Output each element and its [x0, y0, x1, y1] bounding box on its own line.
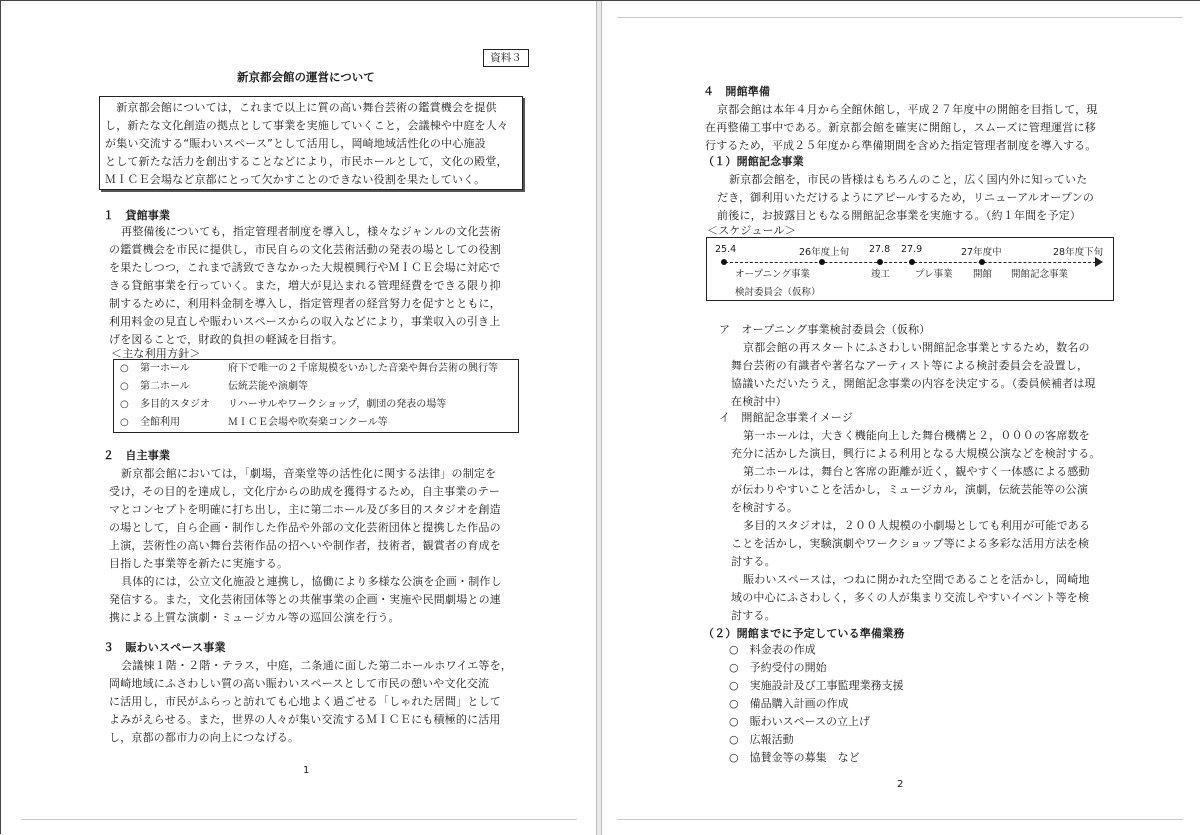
document-label: 資料３	[483, 49, 529, 67]
list-item: ○ 賑わいスペースの立上げ	[729, 715, 871, 728]
body-line: 新京都会館を，市民の皆様はもちろんのこと，広く国内外に知っていた	[729, 173, 1088, 186]
body-line: 舞台芸術の有識者や著名なアーティスト等による検討委員会を設置し，	[731, 359, 1089, 372]
policy-table	[113, 359, 519, 433]
body-line: 京都会館は本年４月から全館休館し，平成２７年度中の開館を目指して，現	[717, 103, 1098, 116]
body-line: 第二ホールは，舞台と客席の距離が近く，観やすく一体感による感動	[743, 465, 1090, 478]
body-line: が伝わりやすいことを活かし，ミュージカル，演劇，伝統芸能等の公演	[731, 483, 1089, 496]
schedule-event: 開館記念事業	[1011, 269, 1069, 280]
policy-name: 第二ホール	[140, 381, 190, 392]
body-line: 討する。	[731, 555, 776, 568]
schedule-date: 26年度上旬	[799, 247, 850, 258]
page-title: 新京都会館の運営について	[237, 70, 375, 84]
body-line: 在再整備工事中である。新京都会館を確実に開館し，スムーズに管理運営に移	[705, 121, 1096, 134]
policy-name: 第一ホール	[140, 363, 190, 374]
body-line: 発信する。また，文化芸術団体等との共催事業の企画・実施や民間劇場との連	[109, 593, 501, 606]
body-line: 上演，芸術性の高い舞台芸術作品の招へいや制作者，技術者，観賞者の育成を	[109, 539, 501, 552]
schedule-date: 27.9	[901, 244, 923, 255]
body-line: 具体的には，公立文化施設と連携し，協働により多様な公演を企画・制作し	[121, 575, 502, 588]
schedule-date: 27.8	[869, 244, 891, 255]
section-heading: ２ 自主事業	[103, 449, 171, 462]
body-line: 受け，その目的を達成し，文化庁からの助成を獲得するため，自主事業のテー	[109, 485, 501, 498]
body-line: 京都会館の再スタートにふさわしい開館記念事業とするため，数名の	[743, 341, 1090, 354]
circle-bullet-icon: ○	[120, 363, 129, 374]
body-line: の場として，自ら企画・制作した作品や外部の文化芸術団体と提携した作品の	[109, 521, 501, 534]
schedule-date: 25.4	[715, 244, 737, 255]
body-line: 討する。	[731, 609, 776, 622]
policy-row	[114, 360, 518, 378]
page-edge-line	[21, 819, 577, 820]
list-item: ○ 料金表の作成	[729, 643, 816, 656]
section-heading: ３ 賑わいスペース事業	[103, 641, 226, 654]
policy-row	[114, 378, 518, 396]
schedule-event: プレ事業	[915, 269, 953, 280]
policy-desc: ＭＩＣＥ会場や吹奏楽コンクール等	[228, 417, 388, 428]
body-line: マとコンセプトを明確に打ち出し，主に第二ホール及び多目的スタジオを創造	[109, 503, 501, 516]
schedule-heading: ＜スケジュール＞	[707, 224, 796, 237]
page-edge-line	[617, 17, 1183, 18]
body-line: 第一ホールは，大きく機能向上した舞台機構と２，０００の客席数を	[743, 429, 1090, 442]
body-line: を果たしつつ，これまで誘致できなかった大規模興行やＭＩＣＥ会場に対応で	[109, 261, 501, 274]
body-line: 充分に活かした演目，興行による利用となる大規模公演などを検討する。	[731, 447, 1101, 460]
summary-line: 新京都会館については，これまで以上に質の高い舞台芸術の鑑賞機会を提供	[105, 101, 497, 114]
section-heading: ４ 開館準備	[703, 85, 771, 98]
policy-desc: リハーサルやワークショップ，劇団の発表の場等	[228, 399, 447, 410]
timeline-dot	[721, 259, 727, 265]
body-line: 制するために，利用料金制を導入し，指定管理者の経営努力を促すとともに，	[109, 297, 501, 310]
schedule-date: 28年度下旬	[1053, 247, 1104, 258]
body-line: の鑑賞機会を市民に提供し，市民自らの文化芸術活動の発表の場としての役割	[109, 243, 501, 256]
page-edge-line	[617, 819, 1183, 820]
body-line: きる貸館事業を行っていく。また，増大が見込まれる管理経費をできる限り抑	[109, 279, 501, 292]
circle-bullet-icon: ○	[120, 381, 129, 392]
body-line: 行するため，平成２５年度から準備期間を含めた指定管理者制度を導入する。	[705, 139, 1097, 152]
timeline-dot	[877, 259, 883, 265]
summary-line: し，新たな文化創造の拠点として事業を実施していくこと，会議棟や中庭を人々	[105, 119, 509, 132]
subsection-heading: （１）開館記念事業	[703, 155, 804, 168]
page-number: 2	[897, 779, 904, 790]
arrow-right-icon	[1095, 257, 1103, 267]
policy-desc: 伝統芸能や演劇等	[228, 381, 308, 392]
schedule-event: オープニング事業	[735, 269, 810, 280]
body-line: ことを活かし，実験演劇やワークショップ等による多彩な活用方法を検	[731, 537, 1090, 550]
schedule-event: 検討委員会（仮称）	[735, 287, 821, 298]
subsection-heading: イ 開館記念事業イメージ	[719, 411, 854, 424]
body-line: 前後に，お披露目ともなる開館記念事業を実施する。（約１年間を予定）	[717, 209, 1082, 222]
schedule-event: 開館	[973, 269, 993, 280]
body-line: し，京都の都市力の向上につなげる。	[109, 731, 300, 744]
timeline-dot	[819, 259, 825, 265]
body-line: 岡崎地域にふさわしい質の高い賑わいスペースとして市民の憩いや文化交流	[109, 677, 490, 690]
body-line: だき，御利用いただけるようにアピールするため，リニューアルオープンの	[717, 191, 1095, 204]
body-line: 多目的スタジオは，２００人規模の小劇場としても利用が可能である	[743, 519, 1091, 532]
subsection-heading: ア オープニング事業検討委員会（仮称）	[719, 323, 931, 336]
body-line: 新京都会館においては，「劇場，音楽堂等の活性化に関する法律」の制定を	[121, 467, 497, 480]
summary-line: が集い交流する“賑わいスペース”として活用し，岡崎地域活性化の中心施設	[105, 137, 486, 150]
list-item: ○ 協賛金等の募集 など	[729, 751, 860, 764]
schedule-event: 竣工	[871, 269, 891, 280]
list-item: ○ 備品購入計画の作成	[729, 697, 849, 710]
body-line: 域の中心にふさわしく，多くの人が集まり交流しやすいイベント等を検	[731, 591, 1090, 604]
body-line: 賑わいスペースは，つねに開かれた空間であることを活かし，岡崎地	[743, 573, 1090, 586]
body-line: 協議いただいたうえ，開館記念事業の内容を決定する。（委員候補者は現	[731, 377, 1096, 390]
section-heading: １ 貸館事業	[103, 209, 171, 222]
summary-line: として新たな活力を創出することなどにより，市民ホールとして，文化の殿堂，	[105, 155, 508, 168]
body-line: 携による上質な演劇・ミュージカル等の巡回公演を行う。	[109, 611, 400, 624]
circle-bullet-icon: ○	[120, 399, 129, 410]
timeline-dot	[909, 259, 915, 265]
body-line: に活用し，市民がふらっと訪れても心地よく過ごせる「しゃれた居間」として	[109, 695, 501, 708]
circle-bullet-icon: ○	[120, 417, 129, 428]
body-line: 利用料金の見直しや賑わいスペースからの収入などにより，事業収入の引き上	[109, 315, 501, 328]
list-item: ○ 実施設計及び工事監理業務支援	[729, 679, 904, 692]
policy-heading: ＜主な利用方針＞	[111, 347, 201, 360]
policy-row	[114, 396, 518, 414]
subsection-heading: （２）開館までに予定している準備業務	[703, 627, 905, 640]
page-number: 1	[303, 765, 310, 776]
body-line: 再整備後についても，指定管理者制度を導入し，様々なジャンルの文化芸術	[121, 225, 502, 238]
list-item: ○ 予約受付の開始	[729, 661, 827, 674]
summary-line: ＭＩＣＥ会場など京都にとって欠かすことのできない役割を果たしていく。	[105, 173, 486, 186]
policy-name: 全館利用	[140, 417, 180, 428]
policy-name: 多目的スタジオ	[140, 399, 210, 410]
body-line: 会議棟１階・２階・テラス，中庭，二条通に面した第二ホールホワイエ等を，	[121, 659, 513, 672]
body-line: 目指した事業等を新たに実施する。	[109, 557, 289, 570]
policy-desc: 府下で唯一の２千席規模をいかした音楽や舞台芸術の興行等	[228, 363, 498, 374]
body-line: げを図ることで，財政的負担の軽減を目指す。	[109, 333, 344, 346]
schedule-timeline	[706, 237, 1114, 301]
schedule-date: 27年度中	[961, 247, 1002, 258]
policy-row	[114, 414, 518, 432]
body-line: よみがえらせる。また，世界の人々が集い交流するＭＩＣＥにも積極的に活用	[109, 713, 501, 726]
body-line: を検討する。	[731, 501, 799, 514]
timeline-dot	[979, 259, 985, 265]
body-line: 在検討中）	[731, 395, 787, 408]
list-item: ○ 広報活動	[729, 733, 794, 746]
